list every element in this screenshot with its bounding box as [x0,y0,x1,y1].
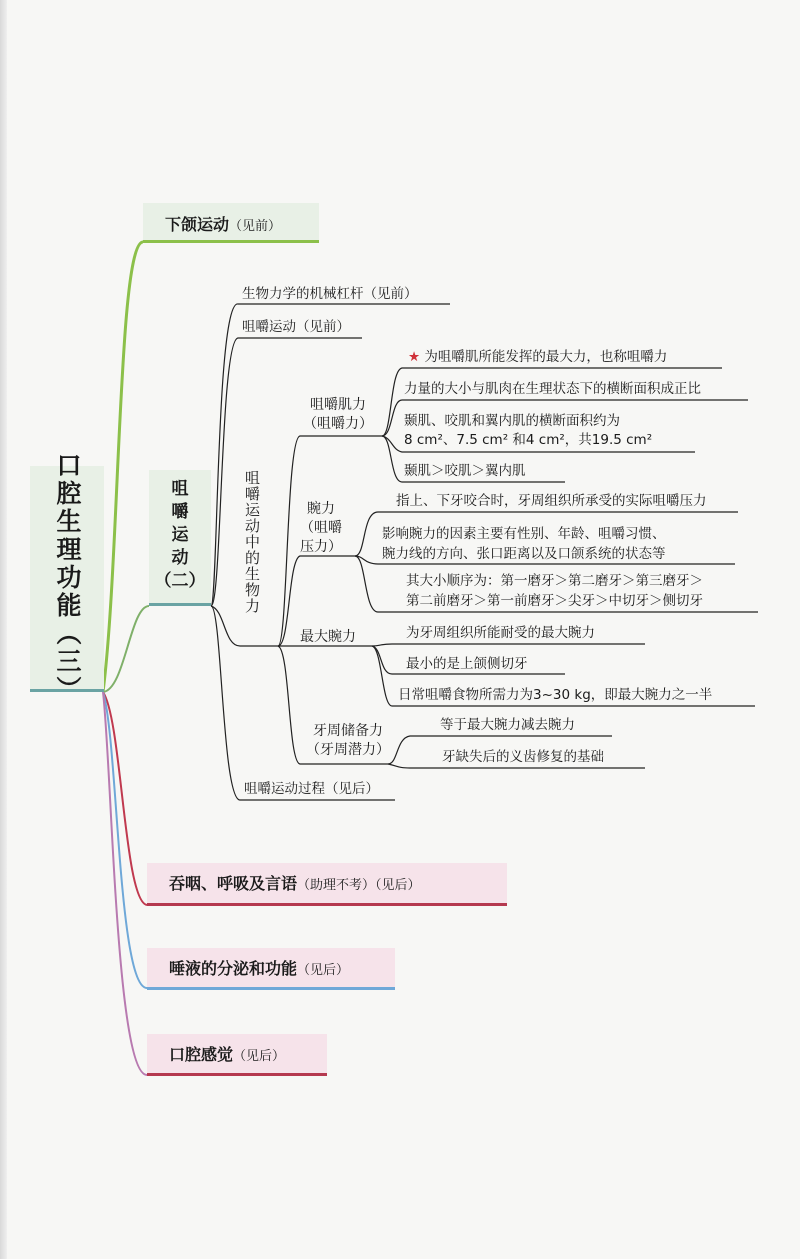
branch-char: （二） [154,570,206,591]
branch-oral-sensation [147,1034,327,1076]
leaf-muscle-cross-section: 力量的大小与肌肉在生理状态下的横断面积成正比 [404,381,701,397]
branch-label: 吞咽、呼吸及言语 [169,874,298,893]
node-mastication-process: 咀嚼运动过程（见后） [244,781,379,797]
branch-char: 咀 [171,479,189,499]
leaf-muscle-definition [408,348,667,366]
node-label: 咀嚼肌力 [310,397,366,413]
leaf-occlusal-factors-1: 影响䝹力的因素主要有性别、年龄、咀嚼习惯、 [382,526,666,542]
branch-note: （助理不考）（见后） [297,878,421,893]
root-char: 能 [53,591,82,620]
leaf-occlusal-factors-2: 䝹力线的方向、张口距离以及口颌系统的状态等 [382,546,666,562]
branch-mastication [149,470,211,606]
branch-note: （见后） [297,963,350,978]
leaf-muscle-order: 颞肌＞咬肌＞翼内肌 [404,463,526,479]
leaf-max-smallest: 最小的是上颌侧切牙 [406,656,528,672]
leaf-max-daily: 日常咀嚼食物所需力为3~30 kg，即最大䝹力之一半 [398,687,713,703]
node-label: （牙周潜力） [306,741,390,758]
root-char: 理 [53,535,82,564]
branch-mandible-movement [143,203,319,243]
branch-char: 动 [171,547,189,568]
star-icon: ★ [408,349,421,365]
branch-swallow-breathing-speech [147,863,507,906]
leaf-occlusal-order-2: 第二前磨牙＞第一前磨牙＞尖牙＞中切牙＞侧切牙 [406,593,703,609]
node-muscle-force [303,396,373,434]
node-occlusal-force [300,500,342,557]
branch-saliva [147,948,395,990]
root-char: （三） [53,619,82,704]
branch-note: （见后） [233,1049,286,1064]
branch-char: 嚼 [171,501,189,522]
node-label: 压力） [300,538,342,555]
root-char: 生 [53,507,82,536]
root-char: 腔 [53,479,82,508]
root-char: 功 [53,563,82,592]
node-label: 牙周储备力 [313,723,383,739]
branch-char: 运 [171,524,189,545]
branch-note: （见前） [229,219,282,234]
node-periodontal-reserve [306,722,390,760]
root-char: 口 [53,451,82,480]
leaf-muscle-area-values: 8 cm²、7.5 cm² 和4 cm²，共19.5 cm² [404,432,653,448]
leaf-reserve-definition: 等于最大䝹力减去䝹力 [440,717,575,733]
branch-label: 下颌运动 [165,215,230,234]
node-label: （咀嚼 [300,519,342,536]
node-label: 䝹力 [307,501,335,517]
node-mastication-movement: 咀嚼运动（见前） [242,319,350,335]
leaf-occlusal-definition: 指上、下牙咬合时，牙周组织所承受的实际咀嚼压力 [396,493,707,509]
branch-label: 唾液的分泌和功能 [169,959,298,978]
root-topic [30,451,104,704]
leaf-muscle-area: 颞肌、咬肌和翼内肌的横断面积约为 [404,413,620,429]
leaf-max-definition: 为牙周组织所能耐受的最大䝹力 [406,625,595,641]
node-label: （咀嚼力） [303,415,373,432]
branch-label: 口腔感觉 [169,1045,234,1064]
leaf-text: 为咀嚼肌所能发挥的最大力，也称咀嚼力 [424,349,668,365]
node-mechanical-lever: 生物力学的机械杠杆（见前） [242,286,418,302]
leaf-occlusal-order-1: 其大小顺序为：第一磨牙＞第二磨牙＞第三磨牙＞ [406,573,703,589]
leaf-reserve-prosthesis: 牙缺失后的义齿修复的基础 [442,749,604,765]
node-biomechanical-forces: 咀嚼运动中的生物力 [243,470,261,614]
node-max-occlusal-force: 最大䝹力 [300,629,356,645]
